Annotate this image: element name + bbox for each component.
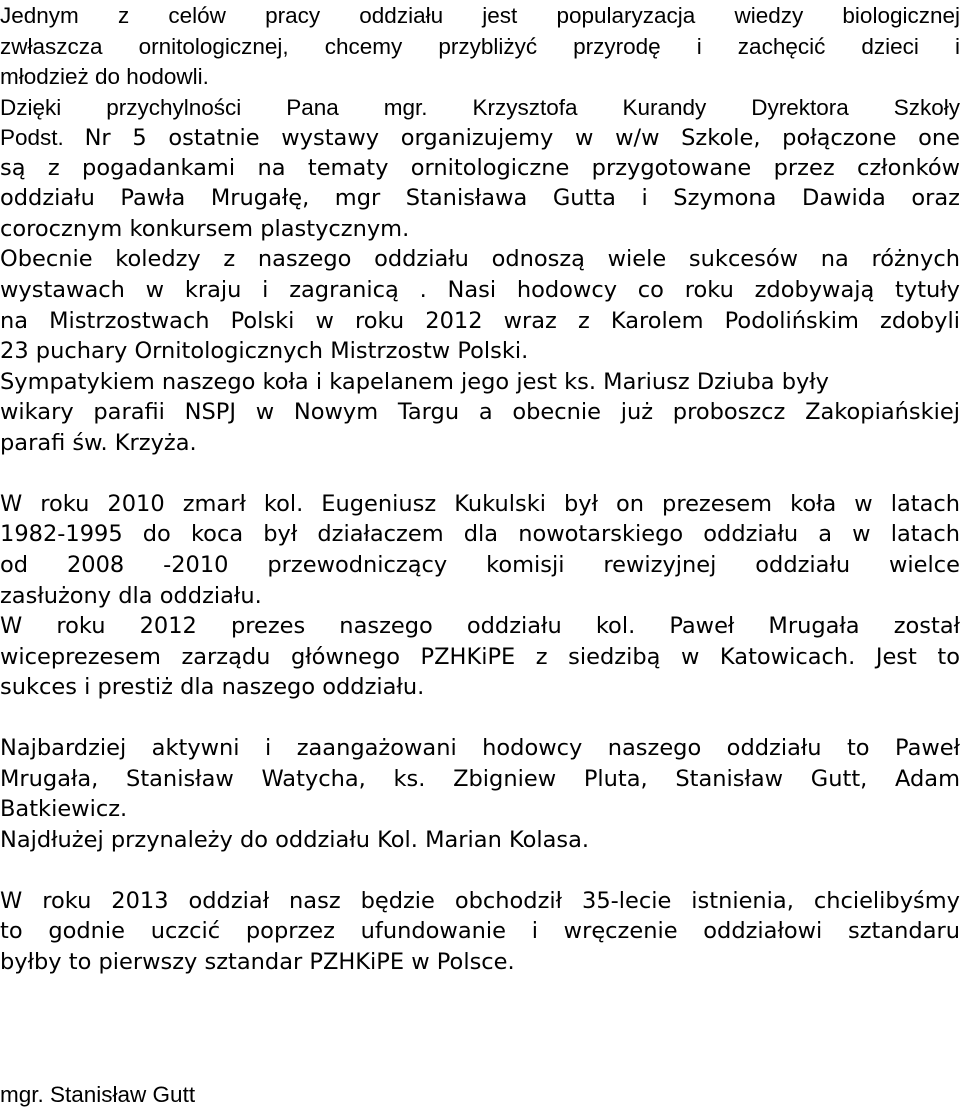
text-line xyxy=(0,244,960,275)
text-line xyxy=(0,764,960,795)
signature-line xyxy=(0,1079,960,1110)
text-segment: Mrugała, Stanisław Watycha, ks. Zbigniew Pluta, Stanisław Gutt, Adam xyxy=(0,766,960,792)
text-line xyxy=(0,947,960,978)
text-segment: 23 puchary Ornitologicznych Mistrzostw Polski. xyxy=(0,338,529,364)
text-line xyxy=(0,214,960,245)
text-segment: Najdłużej przynależy do oddziału Kol. Marian Kolasa. xyxy=(0,827,590,853)
text-line xyxy=(0,31,960,62)
text-segment: Jednym z celów pracy oddziału jest popularyzacja wiedzy biologicznej xyxy=(0,3,960,28)
text-line xyxy=(0,550,960,581)
text-line xyxy=(0,611,960,642)
text-line xyxy=(0,428,960,459)
text-segment: Obecnie koledzy z naszego oddziału odnoszą wiele sukcesów na różnych xyxy=(0,246,960,272)
text-segment: corocznym konkursem plastycznym. xyxy=(0,216,410,242)
text-line xyxy=(0,672,960,703)
text-segment: wikary parafii NSPJ w Nowym Targu a obecnie już proboszcz Zakopiańskiej xyxy=(0,399,960,425)
text-line xyxy=(0,916,960,947)
text-line xyxy=(0,794,960,825)
text-line xyxy=(0,581,960,612)
text-segment: W roku 2013 oddział nasz będzie obchodził 35-lecie istnienia, chcielibyśmy xyxy=(0,888,960,914)
text-line xyxy=(0,397,960,428)
text-line xyxy=(0,183,960,214)
text-line xyxy=(0,306,960,337)
text-line xyxy=(0,275,960,306)
text-line xyxy=(0,642,960,673)
text-line xyxy=(0,122,960,153)
text-segment: sukces i prestiż dla naszego oddziału. xyxy=(0,674,425,700)
text-line xyxy=(0,489,960,520)
text-segment: byłby to pierwszy sztandar PZHKiPE w Polsce. xyxy=(0,949,515,975)
text-segment: na Mistrzostwach Polski w roku 2012 wraz z Karolem Podolińskim zdobyli xyxy=(0,308,960,334)
text-segment: młodzież do hodowli. xyxy=(0,64,209,89)
text-segment: zasłużony dla oddziału. xyxy=(0,583,262,609)
text-segment: Sympatykiem naszego koła i kapelanem jego jest ks. Mariusz Dziuba były xyxy=(0,369,829,395)
text-segment: parafi św. Krzyża. xyxy=(0,430,197,456)
text-line xyxy=(0,825,960,856)
text-line xyxy=(0,92,960,123)
text-segment: są z pogadankami na tematy ornitologiczne przygotowane przez członków xyxy=(0,155,960,181)
text-segment: zwłaszcza ornitologicznej, chcemy przybliżyć przyrodę i zachęcić dzieci i xyxy=(0,34,960,59)
text-line xyxy=(0,733,960,764)
text-line xyxy=(0,0,960,31)
text-segment: wiceprezesem zarządu głównego PZHKiPE z siedzibą w Katowicach. Jest to xyxy=(0,644,960,670)
text-segment: od 2008 -2010 przewodniczący komisji rewizyjnej oddziału wielce xyxy=(0,552,960,578)
text-segment: Nr 5 ostatnie wystawy organizujemy w w/w Szkole, połączone one xyxy=(84,125,960,151)
signature-text: mgr. Stanisław Gutt xyxy=(0,1082,196,1107)
text-segment: Podst. xyxy=(0,125,85,150)
text-segment: W roku 2012 prezes naszego oddziału kol. Paweł Mrugała został xyxy=(0,613,960,639)
text-segment: Dzięki przychylności Pana mgr. Krzysztofa Kurandy Dyrektora Szkoły xyxy=(0,95,960,120)
text-line xyxy=(0,61,960,92)
text-segment: to godnie uczcić poprzez ufundowanie i wręczenie oddziałowi sztandaru xyxy=(0,918,960,944)
text-segment: W roku 2010 zmarł kol. Eugeniusz Kukulski był on prezesem koła w latach xyxy=(0,491,960,517)
text-segment: wystawach w kraju i zagranicą . Nasi hodowcy co roku zdobywają tytuły xyxy=(0,277,960,303)
text-segment: Najbardziej aktywni i zaangażowani hodowcy naszego oddziału to Paweł xyxy=(0,735,960,761)
text-line xyxy=(0,153,960,184)
text-line xyxy=(0,519,960,550)
text-segment: Batkiewicz. xyxy=(0,796,128,822)
text-line xyxy=(0,367,960,398)
text-line xyxy=(0,886,960,917)
text-segment: oddziału Pawła Mrugałę, mgr Stanisława Gutta i Szymona Dawida oraz xyxy=(0,185,960,211)
text-line xyxy=(0,336,960,367)
text-segment: 1982-1995 do koca był działaczem dla nowotarskiego oddziału a w latach xyxy=(0,521,960,547)
